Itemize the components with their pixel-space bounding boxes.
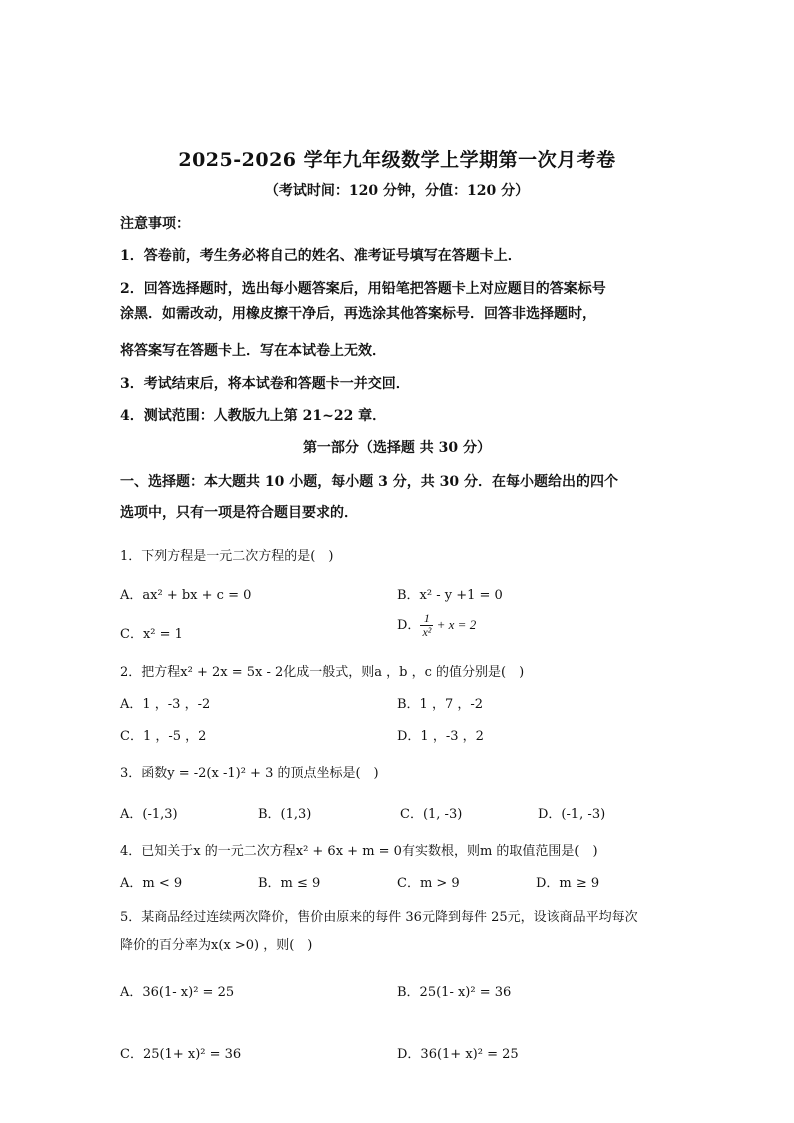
option-c: C．1 ，-5 ，2 [120, 729, 207, 744]
fraction-denominator: x² [422, 625, 432, 639]
option-c: C．(1, -3) [400, 807, 463, 822]
option-d: D．(-1, -3) [538, 807, 606, 822]
option-a: A．ax² + bx + c = 0 [120, 588, 252, 603]
note-item: 1．答卷前，考生务必将自己的姓名、准考证号填写在答题卡上． [120, 248, 522, 264]
exam-subtitle: （考试时间：120 分钟，分值：120 分） [264, 183, 530, 199]
option-c: C．25(1+ x)² = 36 [120, 1047, 242, 1062]
exam-title: 2025-2026 学年九年级数学上学期第一次月考卷 [178, 149, 616, 171]
part-title: 第一部分（选择题 共 30 分） [302, 440, 492, 456]
note-item: 2．回答选择题时，选出每小题答案后，用铅笔把答题卡上对应题目的答案标号 [120, 281, 606, 297]
option-d-rest: + x = 2 [433, 617, 477, 632]
option-d [397, 612, 476, 639]
section-instruction: 一、选择题：本大题共 10 小题，每小题 3 分，共 30 分．在每小题给出的四个 [120, 474, 618, 490]
option-a: A．(-1,3) [120, 807, 178, 822]
option-b: B．(1,3) [258, 807, 312, 822]
option-b: B．1 ，7 ，-2 [397, 697, 484, 712]
option-b: B．25(1- x)² = 36 [397, 985, 512, 1000]
question-stem: 3．函数y = -2(x -1)² + 3 的顶点坐标是( ) [120, 766, 379, 781]
option-d: D．1 ，-3 ，2 [397, 729, 484, 744]
fraction [420, 612, 433, 639]
option-a: A．m < 9 [120, 876, 183, 891]
option-a: A．36(1- x)² = 25 [120, 985, 235, 1000]
option-c: C．x² = 1 [120, 627, 183, 642]
option-b: B．m ≤ 9 [258, 876, 321, 891]
notes-heading: 注意事项： [120, 216, 190, 232]
option-b: B．x² - y +1 = 0 [397, 588, 503, 603]
option-d: D．36(1+ x)² = 25 [397, 1047, 519, 1062]
question-stem: 4．已知关于x 的一元二次方程x² + 6x + m = 0有实数根，则m 的取值范围是( ) [120, 844, 598, 859]
fraction-numerator: 1 [420, 612, 433, 626]
question-stem: 2．把方程x² + 2x = 5x - 2化成一般式，则a ，b ，c 的值分别是( ) [120, 665, 525, 680]
section-instruction: 选项中，只有一项是符合题目要求的． [120, 505, 358, 521]
note-item: 将答案写在答题卡上．写在本试卷上无效． [120, 343, 386, 359]
option-d: D．m ≥ 9 [536, 876, 600, 891]
question-stem: 降价的百分率为x(x >0) ，则( ) [120, 938, 313, 953]
note-item: 3．考试结束后，将本试卷和答题卡一并交回． [120, 376, 410, 392]
note-item: 4．测试范围：人教版九上第 21~22 章． [120, 408, 387, 424]
option-c: C．m > 9 [397, 876, 460, 891]
question-stem: 5．某商品经过连续两次降价，售价由原来的每件 36元降到每件 25元，设该商品平均每次 [120, 910, 638, 925]
option-d-prefix: D． [397, 618, 421, 633]
note-item: 涂黑．如需改动，用橡皮擦干净后，再选涂其他答案标号．回答非选择题时， [120, 306, 596, 322]
option-a: A．1 ，-3 ，-2 [120, 697, 211, 712]
question-stem: 1．下列方程是一元二次方程的是( ) [120, 549, 334, 564]
